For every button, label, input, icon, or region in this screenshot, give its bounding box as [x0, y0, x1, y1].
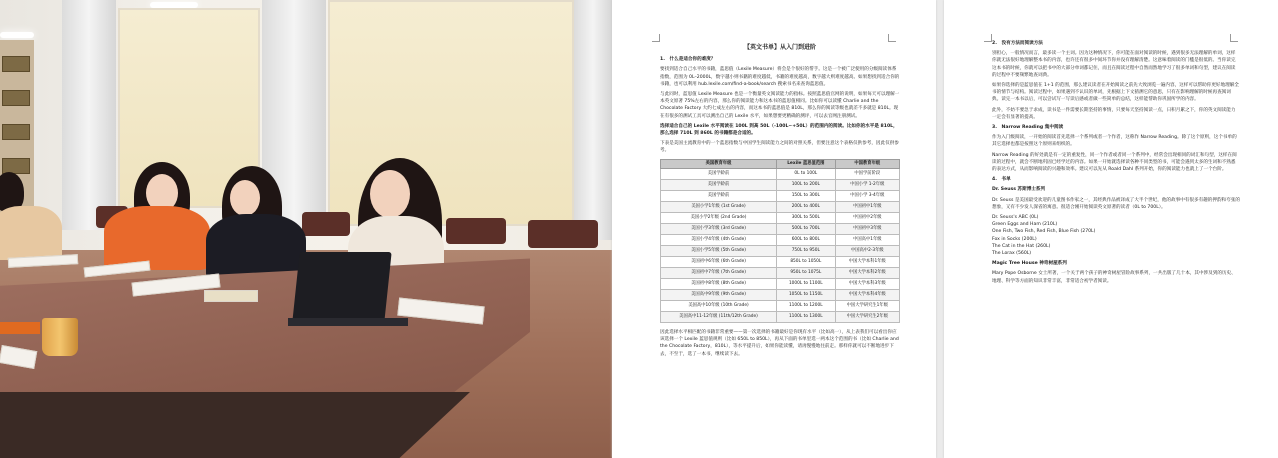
paragraph: 因此选择水平相匹配的书籍非常重要——第一次选择的书籍最好是你现有水平（比如高一），从上表我们可以看出你应该选择一个 Lexile 蓝思值规则（比如 650L to 850L），再从下面的书单里选一两本这个范围的书（比如 Charlie and the Chocolate Factory，810L），等水平提升后，如果你能读懂，请再慢慢地往前走。那样你就可以不断地进步下去，不至于，选了一本书，继续读下去。: [660, 330, 899, 357]
table-cell: 300L to 500L: [777, 213, 836, 224]
document-page-1: [612, 0, 936, 458]
table-row: [661, 169, 900, 180]
page-corner-mark: [888, 34, 896, 42]
table-cell: 美国小学3年级 (3rd Grade): [661, 224, 777, 235]
paragraph: 作为入门级阅读，一开始的阅读首先选择一个系列或者一个作者，这称作 Narrow Reading。除了这个原则，这个书单的其它选择也都是按照这个原则来组织的。: [992, 135, 1237, 148]
chair: [446, 218, 506, 244]
table-cell: 中国高中1年级: [835, 235, 899, 246]
laptop-base: [288, 318, 408, 326]
paragraph: 要找到适合自己水平的书籍，蓝思值（Lexile Measure）将会是个很好的帮手。这是一个被广泛使用的分级阅读体系指数，范围为 0L–2000L，数字越小则书籍的难度越低，书籍的难度越高，数字越大则难度越高。如果想找到适合你的书籍，也可以利用 hub.lexile.com/find-a-book/search 搜索书名来查询蓝思值。: [660, 67, 900, 87]
section-heading: 2. 没有方法而阅读方法: [992, 41, 1043, 46]
chair: [528, 220, 598, 248]
book-list-item: The Lorax (560L): [992, 251, 1032, 257]
table-cell: 美国小学1年级 (1st Grade): [661, 202, 777, 213]
laptop: [292, 252, 391, 322]
table-cell: 美国高中10年级 (10th Grade): [661, 301, 777, 312]
table-cell: 中国初中2年级: [835, 213, 899, 224]
table-cell: 500L to 700L: [777, 224, 836, 235]
paragraph: 与此同时，蓝思值 Lexile Measure 也是一个衡量英文阅读能力的指标。按照蓝思值官网的说明，如果每天可以理解一本英文原著 75%左右的内容，那么你的阅读能力和这本书的蓝思值相同。比如你可以读懂 Charlie and the Chocolate Factory 大约七成左右的内容，而这本书的蓝思值是 810L，那么你的阅读等级也就差不多就是 810L。现在有很多的测试工具可以测出自己的 Lexile 水平，如果想要更精确的测评，可以去官网注册测试。: [660, 92, 900, 119]
table-cell: 美国小学5年级 (5th Grade): [661, 246, 777, 257]
table-cell: 中国高中2-3年级: [835, 246, 899, 257]
document-title: 【英文书单】从入门到进阶: [743, 44, 816, 51]
shelf-book: [2, 56, 30, 72]
table-row: [661, 224, 900, 235]
classroom-photo: [0, 0, 612, 458]
table-header: 中国教育年级: [835, 159, 899, 168]
table-cell: 美国高中11-12年级 (11th/12th Grade): [661, 312, 777, 323]
table-body: [661, 169, 900, 323]
series-heading: Magic Tree House 神奇树屋系列: [992, 261, 1067, 267]
book-list-item: One Fish, Two Fish, Red Fish, Blue Fish (270L): [992, 229, 1096, 235]
table-cell: 中国大学本科3年级: [835, 279, 899, 290]
book-list: [992, 214, 1240, 257]
table-cell: 中国小学 1-2年级: [835, 180, 899, 191]
table-cell: 600L to 800L: [777, 235, 836, 246]
pillar: [574, 0, 612, 240]
table-cell: 美国学龄前: [661, 169, 777, 180]
table-row: [661, 202, 900, 213]
table-cell: 美国小学4年级 (4th Grade): [661, 235, 777, 246]
paragraph: 选择适合自己的 Lexile 水平阅读在 100L 到高 50L（-100L~+50L）的范围内的阅读。比如你的水平是 810L，那么选择 710L 到 860L 的书籍都是合适的。: [660, 123, 898, 137]
table-cell: 美国学龄前: [661, 180, 777, 191]
paragraph: Mary Pope Osborne 女士所著，一个关于两个孩子的神奇树屋冒险故事系列，一共出版了几十本，其中涉及到的历史、地理、科学等方面的知识非常丰富，非常适合初学者阅读。: [992, 271, 1236, 284]
paragraph: Narrow Reading 的好处就是有一定的重复性，同一个作者或者同一个系列中，经常会出现相同的词汇和句型，这样在阅读的过程中，就会不断地巩固已经学过的内容。如果一开始就选择读各种不同类型的书，可能会遇到太多的生词和不熟悉的表达方式，从而影响阅读的兴趣和效率。建议可以先从 Roald Dahl 系列开始，你的阅读能力也就上了一个台阶。: [992, 152, 1237, 173]
table-cell: 中国大学本科2年级: [835, 268, 899, 279]
table-cell: 中国大学本科4年级: [835, 290, 899, 301]
table-row: [661, 268, 900, 279]
table-cell: 中国大学研究生2年级: [835, 312, 899, 323]
shelf-book: [2, 124, 30, 140]
pen-holder: [42, 318, 78, 356]
paragraph: Dr. Seuss 是美国最受欢迎的儿童图书作家之一，其经典作品被译成了大半个世纪，他的故事中有很多有趣的押韵和夸张的想象，又有不少发人深省的寓意。很适合刚开始阅读英文原著的读者（0L to 700L）。: [992, 197, 1240, 210]
series-heading: Dr. Seuss 苏斯博士系列: [992, 187, 1046, 193]
table-cell: 美国小学2年级 (2nd Grade): [661, 213, 777, 224]
table-cell: 1100L to 1200L: [777, 301, 836, 312]
table-cell: 200L to 400L: [777, 202, 836, 213]
book-list-item: Fox in Socks (200L): [992, 236, 1037, 242]
table-cell: 100L to 200L: [777, 180, 836, 191]
table-edge: [0, 392, 470, 458]
table-cell: 美国初中8年级 (8th Grade): [661, 279, 777, 290]
book-list-item: Dr. Seuss's ABC (0L): [992, 215, 1039, 221]
table-cell: 1050L to 1150L: [777, 290, 836, 301]
page-corner-mark: [984, 34, 992, 42]
paragraph: 如果你选择的是蓝思值在 1+1 的范围，那么建议读者在开始阅读之前先大致浏览一遍内容，这样可以帮助你更好地理解全书的情节与结构。阅读过程中，如果遇到不认识的单词，先根据上下文猜测它的意思，只有在影响理解的时候再查阅词典。读完一本书以后，可以尝试写一写读后感或者做一些简单的总结，这样能帮助你巩固所学的内容。: [992, 83, 1239, 103]
table-cell: 中国大学本科1年级: [835, 257, 899, 268]
table-cell: 750L to 950L: [777, 246, 836, 257]
table-row: [661, 180, 900, 191]
table-cell: 美国初中6年级 (6th Grade): [661, 257, 777, 268]
table-row: [661, 257, 900, 268]
table-cell: 中国学前阶段: [835, 169, 899, 180]
table-row: [661, 191, 900, 202]
shelf-book: [2, 90, 30, 106]
table-cell: 850L to 1050L: [777, 257, 836, 268]
table-row: [661, 279, 900, 290]
notebook: [204, 290, 258, 302]
page-corner-mark: [652, 34, 660, 42]
table-row: [661, 290, 900, 301]
lexile-table: [660, 159, 900, 323]
table-row: [661, 235, 900, 246]
table-header: 美国教育年级: [661, 159, 777, 168]
table-row: [661, 246, 900, 257]
table-cell: 0L to 100L: [777, 169, 836, 180]
table-header: Lexile 蓝思值范围: [777, 159, 836, 168]
book-list-item: Green Eggs and Ham (210L): [992, 222, 1058, 228]
table-cell: 美国学龄前: [661, 191, 777, 202]
document-viewer: [612, 0, 1278, 458]
section-heading: 4. 书单: [992, 177, 1011, 183]
table-row: [661, 312, 900, 323]
ceiling-light: [0, 32, 34, 38]
orange-folder: [0, 322, 40, 334]
pillar: [62, 0, 116, 230]
table-cell: 中国初中3年级: [835, 224, 899, 235]
table-cell: 中国初中1年级: [835, 202, 899, 213]
table-cell: 950L to 1075L: [777, 268, 836, 279]
document-page-2: [944, 0, 1278, 458]
chair: [302, 212, 350, 236]
paragraph: 此外，不妨不要急于求成，读书是一件需要长期坚持的事情，只要每天坚持阅读一点，日积月累之下，你的英文阅读能力一定会有显著的提高。: [992, 107, 1236, 120]
table-cell: 150L to 300L: [777, 191, 836, 202]
table-cell: 中国小学 3-4年级: [835, 191, 899, 202]
table-cell: 中国大学研究生1年级: [835, 301, 899, 312]
table-cell: 美国初中7年级 (7th Grade): [661, 268, 777, 279]
paragraph: 下表是美国主流教育中的一个蓝思指数与中国学生阅读能力之间的对照关系，但要注意这个表格仅供参考，因此仅供参考。: [660, 141, 899, 154]
section-heading: 3. Narrow Reading 集中阅读: [992, 125, 1064, 131]
table-cell: 1000L to 1100L: [777, 279, 836, 290]
table-row: [661, 213, 900, 224]
book-list-item: The Cat in the Hat (260L): [992, 243, 1051, 249]
paragraph: 别担心，一般情况而言，最多读一个主词。因为这种情况下，你可能在面对阅读的时候，遇到很多无法理解的单词，这样你就无法很好地理解整本书的内容，也许还有很多中间环节你并没有理解清楚。这意味着阅读的门槛是很低的。当你读完这本书的时候，你就可以把书中的大部分单词都记住，而且在阅读过程中自然而然地学习了很多单词和句型，建议在阅读的过程中不要频繁地查词典。: [992, 51, 1236, 78]
section-heading: 1. 什么是适合你的难度？: [660, 57, 716, 63]
table-cell: 美国高中9年级 (9th Grade): [661, 290, 777, 301]
table-row: [661, 301, 900, 312]
table-cell: 1100L to 1300L: [777, 312, 836, 323]
